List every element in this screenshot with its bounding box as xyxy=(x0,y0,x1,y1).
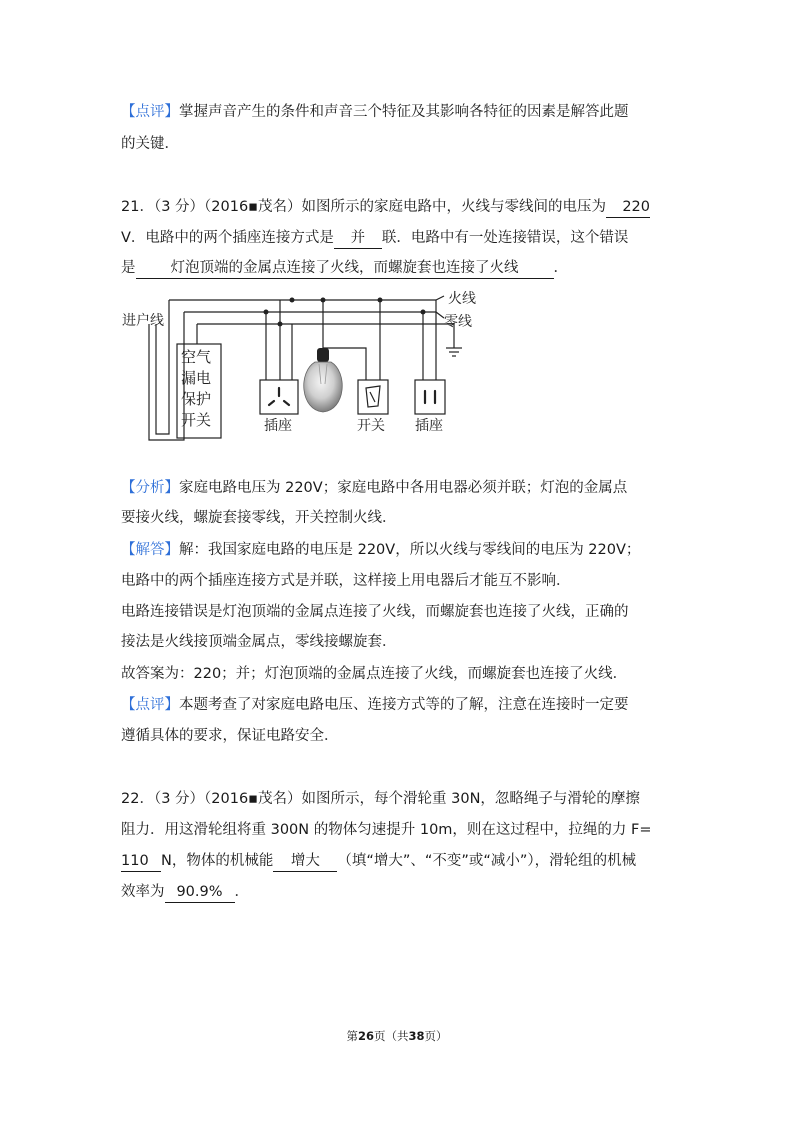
q21-stem-3end: ． xyxy=(553,260,568,276)
breaker-label-4: 开关 xyxy=(181,411,212,429)
q22-line-3 xyxy=(121,851,636,872)
q21-stem-2a: V．电路中的两个插座连接方式是 xyxy=(121,230,334,246)
page-footer xyxy=(0,1028,794,1044)
q22-stem-2: 阻力．用这滑轮组将重 300N 的物体匀速提升 10m，则在这过程中，拉绳的力 F= xyxy=(121,822,652,838)
q22-line-1 xyxy=(121,789,640,809)
review-tag: 【点评】 xyxy=(121,104,179,120)
q21-stem-2b: 联．电路中有一处连接错误，这个错误 xyxy=(381,230,629,246)
socket-left-label: 插座 xyxy=(264,418,292,434)
solution-text-5: 故答案为：220；并；灯泡顶端的金属点连接了火线，而螺旋套也连接了火线． xyxy=(121,666,628,682)
analysis-line-2 xyxy=(121,508,397,528)
analysis-line-1 xyxy=(121,478,627,498)
footer-prefix: 第 xyxy=(346,1029,358,1043)
review-line-1 xyxy=(121,102,629,122)
solution-line-5 xyxy=(121,664,627,684)
light-bulb-icon xyxy=(304,348,342,412)
junction-dot xyxy=(421,310,426,315)
inlet-label: 进户线 xyxy=(122,313,164,329)
q21-line-3 xyxy=(121,258,568,279)
solution-line-3 xyxy=(121,602,629,622)
footer-page-number: 26 xyxy=(357,1029,374,1043)
q21-stem-1: 21．（3 分）（2016▪茂名）如图所示的家庭电路中，火线与零线间的电压为 xyxy=(121,199,607,215)
q22-stem-4end: ． xyxy=(234,884,249,900)
q22-answer-efficiency: 90.9% xyxy=(165,883,235,903)
analysis-text-2: 要接火线，螺旋套接零线，开关控制火线． xyxy=(121,510,397,526)
q21-review-line-2 xyxy=(121,726,339,746)
switch-label: 开关 xyxy=(357,418,385,434)
solution-line-2 xyxy=(121,571,571,591)
footer-mid: 页（共 xyxy=(374,1029,409,1043)
solution-line-1 xyxy=(121,540,640,560)
breaker-label-2: 漏电 xyxy=(181,369,212,387)
q22-stem-1: 22．（3 分）（2016▪茂名）如图所示，每个滑轮重 30N，忽略绳子与滑轮的摩擦 xyxy=(121,791,640,807)
solution-tag: 【解答】 xyxy=(121,542,179,558)
q21-review-tag: 【点评】 xyxy=(121,697,179,713)
q22-stem-3b: （填“增大”、“不变”或“减小”），滑轮组的机械 xyxy=(337,853,637,869)
analysis-tag: 【分析】 xyxy=(121,480,179,496)
footer-suffix: 页） xyxy=(424,1029,448,1043)
q21-line-1 xyxy=(121,197,650,218)
analysis-text-1: 家庭电路电压为 220V；家庭电路中各用电器必须并联；灯泡的金属点 xyxy=(179,480,628,496)
q22-stem-4a: 效率为 xyxy=(121,884,165,900)
junction-dot xyxy=(264,310,269,315)
zero-wire-label: 零线 xyxy=(444,314,472,330)
socket-left-hole-left xyxy=(269,401,274,405)
footer-total-pages: 38 xyxy=(408,1029,425,1043)
q22-line-2 xyxy=(121,820,652,840)
fire-wire-label: 火线 xyxy=(448,291,476,307)
junction-dot xyxy=(290,298,295,303)
zero-label-leader xyxy=(436,312,444,318)
q21-answer-error: 灯泡顶端的金属点连接了火线，而螺旋套也连接了火线 xyxy=(136,259,554,279)
q21-answer-voltage: 220 xyxy=(606,198,650,218)
breaker-label-1: 空气 xyxy=(181,348,212,366)
junction-dot xyxy=(278,322,283,327)
socket-right-box xyxy=(415,380,445,414)
socket-left-hole-right xyxy=(284,401,289,405)
solution-text-2: 电路中的两个插座连接方式是并联，这样接上用电器后才能互不影响． xyxy=(121,573,571,589)
review-text-1: 掌握声音产生的条件和声音三个特征及其影响各特征的因素是解答此题 xyxy=(179,104,629,120)
review-line-2 xyxy=(121,134,179,154)
q21-line-2 xyxy=(121,228,628,249)
solution-text-3: 电路连接错误是灯泡顶端的金属点连接了火线，而螺旋套也连接了火线，正确的 xyxy=(121,604,629,620)
q21-review-text-2: 遵循具体的要求，保证电路安全． xyxy=(121,728,339,744)
fire-label-leader xyxy=(436,296,444,300)
review-text-2: 的关键． xyxy=(121,136,179,152)
breaker-label-3: 保护 xyxy=(181,390,212,408)
q21-answer-connection: 并 xyxy=(334,229,382,249)
solution-text-4: 接法是火线接顶端金属点，零线接螺旋套． xyxy=(121,634,397,650)
junction-dot xyxy=(378,298,383,303)
socket-right-label: 插座 xyxy=(415,418,443,434)
q21-review-text-1: 本题考查了对家庭电路电压、连接方式等的了解，注意在连接时一定要 xyxy=(179,697,629,713)
q21-stem-3a: 是 xyxy=(121,260,136,276)
solution-text-1: 解：我国家庭电路的电压是 220V，所以火线与零线间的电压为 220V； xyxy=(179,542,641,558)
inlet-wire-2 xyxy=(149,312,184,440)
q22-line-4 xyxy=(121,882,249,903)
q22-answer-force: 110 xyxy=(121,852,161,872)
q21-review-line-1 xyxy=(121,695,629,715)
q22-stem-3a: N，物体的机械能 xyxy=(161,853,274,869)
household-circuit-diagram xyxy=(118,288,488,448)
q22-answer-energy: 增大 xyxy=(273,852,337,872)
switch-rocker-icon xyxy=(366,386,380,407)
junction-dot xyxy=(321,298,326,303)
solution-line-4 xyxy=(121,632,397,652)
